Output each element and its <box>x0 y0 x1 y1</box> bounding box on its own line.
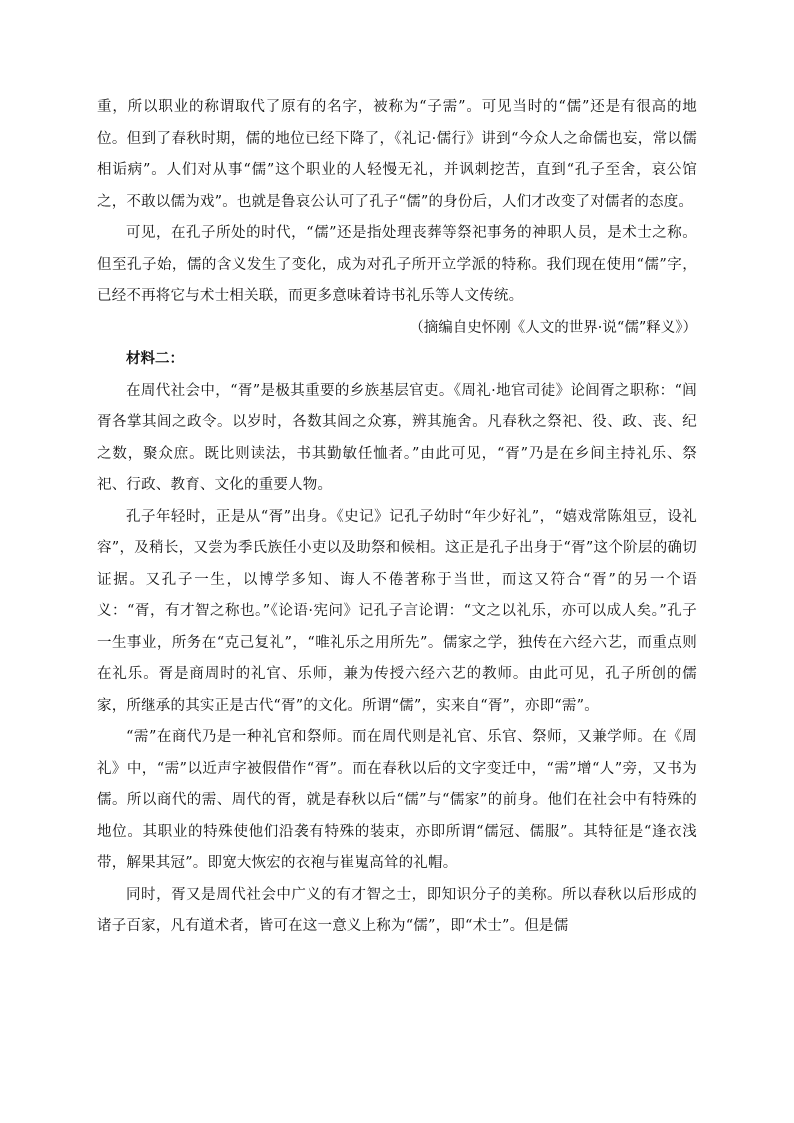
paragraph-conclusion: 可见，在孔子所处的时代，“儒”还是指处理丧葬等祭祀事务的神职人员，是术士之称。但至孔子始，儒的含义发生了变化，成为对孔子所开立学派的特称。我们现在使用“儒”字，已经不再将它与术士相关联，而更多意味着诗书礼乐等人文传统。 <box>97 225 697 304</box>
source-citation: （摘编自史怀刚《人文的世界·说“儒”释义》） <box>409 319 697 336</box>
paragraph: 同时，胥又是周代社会中广义的有才智之士，即知识分子的美称。所以春秋以后形成的诸子百家，凡有道术者，皆可在这一意义上称为“儒”，即“术士”。但是儒 <box>97 886 697 934</box>
paragraph: 在周代社会中，“胥”是极其重要的乡族基层官吏。《周礼·地官司徒》论闾胥之职称：“闾胥各掌其闾之政令。以岁时，各数其闾之众寡，辨其施舍。凡春秋之祭祀、役、政、丧、纪之数，聚众庶。既比则读法，书其勤敏任恤者。”由此可见，“胥”乃是在乡间主持礼乐、祭祀、行政、教育、文化的重要人物。 <box>97 382 697 493</box>
paragraph-continued: 重，所以职业的称谓取代了原有的名字，被称为“子需”。可见当时的“儒”还是有很高的地位。但到了春秋时期，儒的地位已经下降了，《礼记·儒行》讲到“今众人之命儒也妄，常以儒相诟病”。人们对从事“儒”这个职业的人轻慢无礼，并讽刺挖苦，直到“孔子至舍，哀公馆之，不敢以儒为戏”。也就是鲁哀公认可了孔子“儒”的身份后，人们才改变了对儒者的态度。 <box>97 99 697 210</box>
paragraph: “需”在商代乃是一种礼官和祭师。而在周代则是礼官、乐官、祭师，又兼学师。在《周礼》中，“需”以近声字被假借作“胥”。而在春秋以后的文字变迁中，“需”增“人”旁，又书为儒。所以商代的需、周代的胥，就是春秋以后“儒”与“儒家”的前身。他们在社会中有特殊的地位。其职业的特殊使他们沿袭有特殊的装束，亦即所谓“儒冠、儒服”。其特征是“逢衣浅带，解果其冠”。即宽大恢宏的衣袍与崔嵬高耸的礼帽。 <box>97 729 697 871</box>
section-heading: 材料二： <box>126 351 184 367</box>
document-page <box>97 92 697 943</box>
paragraph: 孔子年轻时，正是从“胥”出身。《史记》记孔子幼时“年少好礼”，“嬉戏常陈俎豆，设礼容”，及稍长，又尝为季氏族任小吏以及助祭和候相。这正是孔子出身于“胥”这个阶层的确切证据。又孔子一生，以博学多知、诲人不倦著称于当世，而这又符合“胥”的另一个语义：“胥，有才智之称也。”《论语·宪问》记孔子言论谓：“文之以礼乐，亦可以成人矣。”孔子一生事业，所务在“克己复礼”，“唯礼乐之用所先”。儒家之学，独传在六经六艺，而重点则在礼乐。胥是商周时的礼官、乐师，兼为传授六经六艺的教师。由此可见，孔子所创的儒家，所继承的其实正是古代“胥”的文化。所谓“儒”，实来自“胥”，亦即“需”。 <box>97 508 697 714</box>
